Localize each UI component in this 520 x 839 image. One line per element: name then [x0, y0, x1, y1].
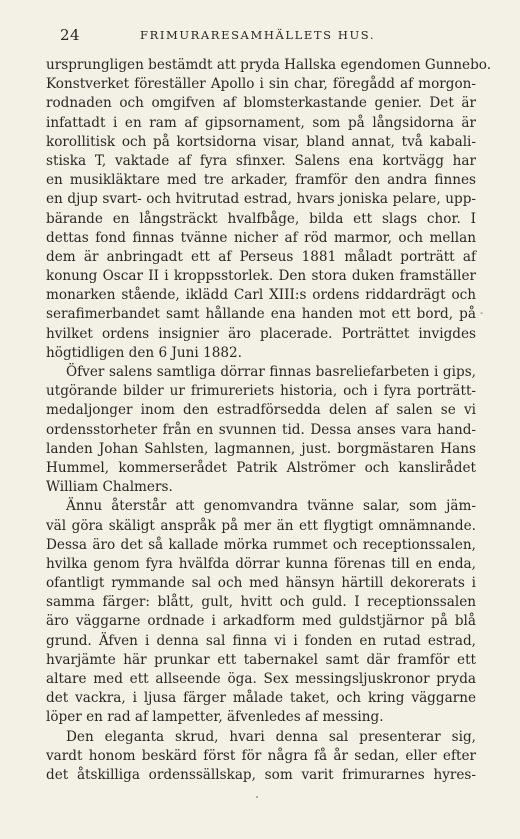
text-line: högtidligen den 6 Juni 1882. — [46, 344, 243, 361]
text-line: väl göra skäligt anspråk på mer än ett flygtigt omnämnande. — [46, 517, 476, 534]
text-line: Hummel, kommerserådet Patrik Alströmer och kanslirådet — [46, 459, 476, 476]
text-line: Öfver salens samtliga dörrar finnas basreliefarbeten i gips, — [66, 364, 476, 380]
text-line: altare med ett allseende öga. Sex messingsljuskronor pryda — [46, 671, 476, 687]
text-line: William Chalmers. — [46, 479, 173, 496]
running-head: FRIMURARESAMHÄLLETS HUS. — [140, 28, 376, 42]
text-line: korollitisk och på kortsidorna visar, bland annat, två kabali- — [46, 133, 476, 150]
text-line: löper en rad af lampetter, äfvenledes af messing. — [46, 709, 384, 726]
page-header — [60, 26, 420, 46]
text-line: rodnaden och omgifven af blomsterkastande genier. Det är — [46, 95, 476, 112]
text-line: medaljonger inom den estradförsedda delen af salen se vi — [46, 402, 476, 419]
text-line: hvarjämte här prunkar ett tabernakel samt där framför ett — [46, 651, 476, 668]
text-line: Ännu återstår att genomvandra tvänne salar, som jäm- — [66, 498, 476, 515]
text-line: infattadt i en ram af gipsornament, som på långsidorna är — [46, 114, 476, 131]
margin-mark: - — [480, 308, 484, 319]
text-line: serafimerbandet samt hållande ena handen mot ett bord, på — [46, 306, 476, 323]
text-line: samma färger: blått, gult, hvitt och guld. I receptionssalen — [46, 594, 476, 611]
text-line: äro väggarne ordnade i arkadform med guldstjärnor på blå — [46, 613, 476, 630]
text-line: det vackra, i ljusa färger målade taket, och kring väggarne — [46, 690, 476, 707]
text-line: Dessa äro det så kallade mörka rummet och receptionssalen, — [46, 536, 476, 553]
text-line: Den eleganta skrud, hvari denna sal presenterar sig, — [66, 728, 476, 745]
text-line: ofantligt rymmande sal och med hänsyn härtill dekorerats i — [46, 575, 476, 592]
text-line: konung Oscar II i kroppsstorlek. Den stora duken framställer — [46, 268, 476, 285]
text-line: ordensstorheter från en svunnen tid. Dessa anses vara hand- — [46, 421, 476, 438]
text-line: landen Johan Sahlsten, lagmannen, just. borgmästaren Hans — [46, 440, 476, 457]
text-line: monarken stående, iklädd Carl XIII:s ordens riddardrägt och — [46, 287, 476, 304]
text-line: en djup svart- och hvitrutad estrad, hvars joniska pelare, upp- — [46, 191, 476, 208]
text-line: utgörande bilder ur frimureriets historia, och i fyra porträtt- — [46, 383, 476, 400]
text-line: vardt honom beskärd först för några få år sedan, eller efter — [46, 747, 476, 764]
page-number: 24 — [60, 26, 81, 44]
body-text — [46, 56, 492, 785]
text-line: grund. Äfven i denna sal finna vi i fonden en rutad estrad, — [46, 632, 476, 649]
text-line: hvilka genom fyra hvälfda dörrar kunna förenas till en enda, — [46, 555, 476, 572]
text-line: dem är anbringadt ett af Perseus 1881 måladt porträtt af — [46, 248, 476, 265]
paper-speck — [256, 796, 258, 798]
text-line: hvilket ordens insignier äro placerade. Porträttet invigdes — [46, 325, 476, 342]
text-line: bärande en långsträckt hvalfbåge, bilda ett slags chor. I — [46, 210, 476, 227]
text-line: Konstverket föreställer Apollo i sin char, föregådd af morgon- — [46, 76, 476, 93]
text-line: stiska T, vaktade af fyra sfinxer. Salens ena kortvägg har — [46, 152, 476, 169]
text-line: ursprungligen bestämdt att pryda Hallska egendomen Gunnebo. — [46, 57, 492, 73]
text-line: en musikläktare med tre arkader, framför den andra finnes — [46, 172, 476, 189]
text-line: det åtskilliga ordenssällskap, som varit frimurarnes hyres- — [46, 766, 476, 783]
text-line: dettas fond finnas tvänne nicher af röd marmor, och mellan — [46, 229, 476, 246]
